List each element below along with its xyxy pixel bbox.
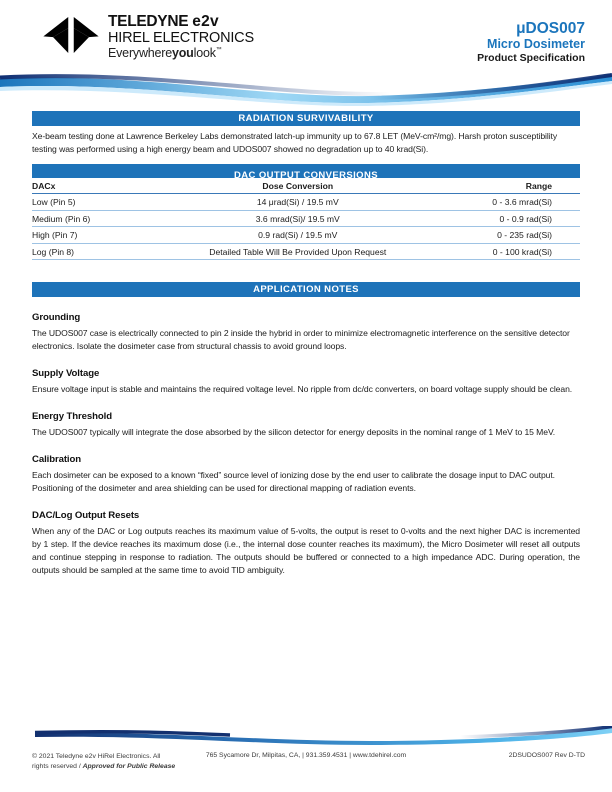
note-body: Ensure voltage input is stable and maintains the required voltage level. No ripple from dc/dc converters, on board voltage supply should be clean. bbox=[32, 384, 573, 394]
col-header-dacx: DACx bbox=[32, 178, 169, 194]
cell-dacx: Log (Pin 8) bbox=[32, 243, 169, 260]
footer-text-row bbox=[0, 748, 612, 792]
table-row bbox=[32, 194, 580, 211]
brand-teledyne: TELEDYNE bbox=[108, 13, 189, 30]
note-dac-log-output-resets bbox=[32, 510, 580, 577]
page-footer bbox=[0, 726, 612, 792]
note-heading: Calibration bbox=[32, 454, 82, 465]
doc-number: 2DSUDOS007 Rev D-TD bbox=[508, 752, 585, 759]
cell-range: 0 - 100 krad(Si) bbox=[427, 243, 580, 260]
teledyne-logo bbox=[42, 12, 254, 59]
cell-range: 0 - 0.9 rad(Si) bbox=[427, 210, 580, 227]
section-banner-dac-conversions bbox=[32, 164, 580, 178]
dac-conversion-table bbox=[32, 178, 580, 260]
table-row bbox=[32, 227, 580, 244]
company-address: 765 Sycamore Dr, Milpitas, CA, | 931.359.4531 | www.tdehirel.com bbox=[205, 752, 407, 759]
note-heading: Energy Threshold bbox=[32, 411, 112, 422]
cell-conversion: 14 μrad(Si) / 19.5 mV bbox=[169, 194, 427, 211]
cell-range: 0 - 3.6 mrad(Si) bbox=[427, 194, 580, 211]
note-heading: DAC/Log Output Resets bbox=[32, 510, 140, 521]
note-heading: Supply Voltage bbox=[32, 368, 100, 379]
section-banner-radiation: RADIATION SURVIVABILITY bbox=[32, 111, 580, 126]
note-heading: Grounding bbox=[32, 312, 81, 323]
doc-type: Product Specification bbox=[477, 51, 585, 64]
approved-for-public-release: Approved for Public Release bbox=[82, 763, 176, 770]
cell-dacx: High (Pin 7) bbox=[32, 227, 169, 244]
product-title-block bbox=[477, 20, 585, 64]
section-banner-application-notes: APPLICATION NOTES bbox=[32, 282, 580, 297]
brand-division: HIREL ELECTRONICS bbox=[108, 29, 254, 46]
table-row bbox=[32, 210, 580, 227]
note-grounding bbox=[32, 312, 580, 353]
product-name: Micro Dosimeter bbox=[487, 37, 585, 52]
brand-e2v: e2v bbox=[192, 13, 219, 30]
col-header-range: Range bbox=[427, 178, 580, 194]
tagline-you: you bbox=[172, 45, 194, 60]
note-body: The UDOS007 typically will integrate the dose absorbed by the silicon detector for energy deposits in the nominal range of 1 MeV to 15 MeV. bbox=[32, 427, 556, 437]
dac-banner-title: DAC OUTPUT CONVERSIONS bbox=[234, 170, 378, 178]
note-calibration bbox=[32, 454, 580, 495]
note-body: Each dosimeter can be exposed to a known “fixed” source level of ionizing dose by the end user to calibrate the dosage input to DAC output. Positioning of the dosimeter and area shielding can be used for directional mapping of radiation events. bbox=[32, 470, 555, 493]
product-id: μDOS007 bbox=[516, 20, 585, 37]
cell-range: 0 - 235 rad(Si) bbox=[427, 227, 580, 244]
page-content bbox=[32, 111, 580, 577]
brand-text bbox=[108, 12, 254, 59]
brand-name bbox=[108, 14, 254, 30]
cell-conversion: 3.6 mrad(Si)/ 19.5 mV bbox=[169, 210, 427, 227]
teledyne-arrows-icon bbox=[42, 12, 100, 58]
tagline-post: look bbox=[193, 45, 216, 60]
table-row bbox=[32, 243, 580, 260]
cell-dacx: Medium (Pin 6) bbox=[32, 210, 169, 227]
cell-conversion: 0.9 rad(Si) / 19.5 mV bbox=[169, 227, 427, 244]
footer-wave-graphic bbox=[0, 726, 612, 748]
tagline-tm: ™ bbox=[215, 46, 222, 53]
page-header bbox=[0, 0, 612, 72]
cell-conversion: Detailed Table Will Be Provided Upon Request bbox=[169, 243, 427, 260]
note-body: When any of the DAC or Log outputs reaches its maximum value of 5-volts, the output is reset to 0-volts and the next higher DAC is incremented by 1 step. If the device reaches its maximum dose (i.e., the internal dose counter reaches its maximum), the Micro Dosimeter will reset all outputs and continue stepping in response to radiation. The outputs should be buffered or connected to a high impedance ADC. During operation, the outputs should be sampled at the same time to avoid TID ambiguity. bbox=[32, 526, 580, 575]
header-wave-graphic bbox=[0, 72, 612, 106]
copyright-line1: © 2021 Teledyne e2v HiRel Electronics. All bbox=[32, 753, 161, 760]
note-supply-voltage bbox=[32, 368, 580, 396]
copyright-line2: rights reserved / bbox=[32, 763, 83, 770]
tagline-pre: Everywhere bbox=[108, 45, 172, 60]
cell-dacx: Low (Pin 5) bbox=[32, 194, 169, 211]
brand-tagline bbox=[108, 47, 254, 60]
note-energy-threshold bbox=[32, 411, 580, 439]
table-header-row bbox=[32, 178, 580, 194]
radiation-paragraph: Xe-beam testing done at Lawrence Berkeley Labs demonstrated latch-up immunity up to 67.8 LET (MeV-cm²/mg). Harsh proton susceptibility testing was performed using a high energy beam and UDOS007 showed no degradation up to 40 krad(Si). bbox=[32, 131, 558, 154]
col-header-dose-conversion: Dose Conversion bbox=[169, 178, 427, 194]
note-body: The UDOS007 case is electrically connected to pin 2 inside the hybrid in order to minimize electromagnetic interference on the sensitive detector electronics. Isolate the dosimeter case from structural chassis to avoid ground loops. bbox=[32, 328, 570, 351]
